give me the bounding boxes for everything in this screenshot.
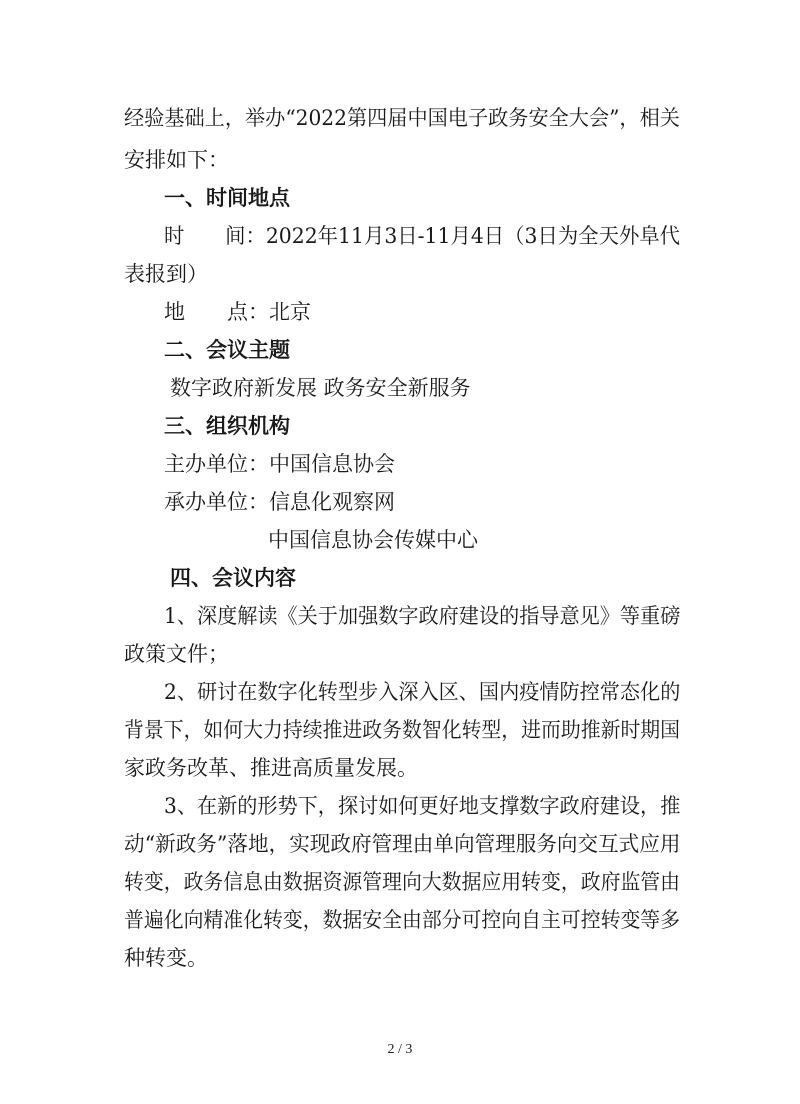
body-text-line: 背景下，如何大力持续推进政务数智化转型，进而助推新时期国 [124,718,681,742]
body-text-line: 经验基础上，举办“2022第四届中国电子政务安全大会”，相关 [124,106,680,130]
body-text-line: 种转变。 [124,946,208,970]
body-text-line: 时 间：2022年11月3日-11月4日（3日为全天外阜代 [164,224,681,248]
body-text-line: 2、研讨在数字化转型步入深入区、国内疫情防控常态化的 [164,680,681,704]
body-text-line: 动“新政务”落地，实现政府管理由单向管理服务向交互式应用 [124,832,681,856]
body-text-line: 3、在新的形势下，探讨如何更好地支撑数字政府建设，推 [164,794,681,818]
body-text-line: 承办单位：信息化观察网 [164,490,395,514]
body-text-line: 主办单位：中国信息协会 [164,452,395,476]
body-text-line: 转变，政务信息由数据资源管理向大数据应用转变，政府监管由 [124,870,681,894]
body-text-line: 安排如下： [124,148,229,172]
page-number: 2 / 3 [387,1042,413,1057]
body-text-line: 地 点：北京 [164,300,311,324]
body-text-line: 政策文件； [124,642,229,666]
section-heading: 四、会议内容 [170,565,296,590]
body-text-line: 中国信息协会传媒中心 [268,528,478,552]
section-heading: 一、时间地点 [164,185,290,210]
body-text-line: 普遍化向精准化转变，数据安全由部分可控向自主可控转变等多 [124,908,681,932]
section-heading: 三、组织机构 [164,413,290,438]
body-text-line: 1、深度解读《关于加强数字政府建设的指导意见》等重磅 [164,604,681,628]
section-heading: 二、会议主题 [164,337,290,362]
body-text-line: 表报到） [124,262,208,286]
body-text-line: 数字政府新发展 政务安全新服务 [170,376,471,400]
body-text-line: 家政务改革、推进高质量发展。 [124,756,418,780]
